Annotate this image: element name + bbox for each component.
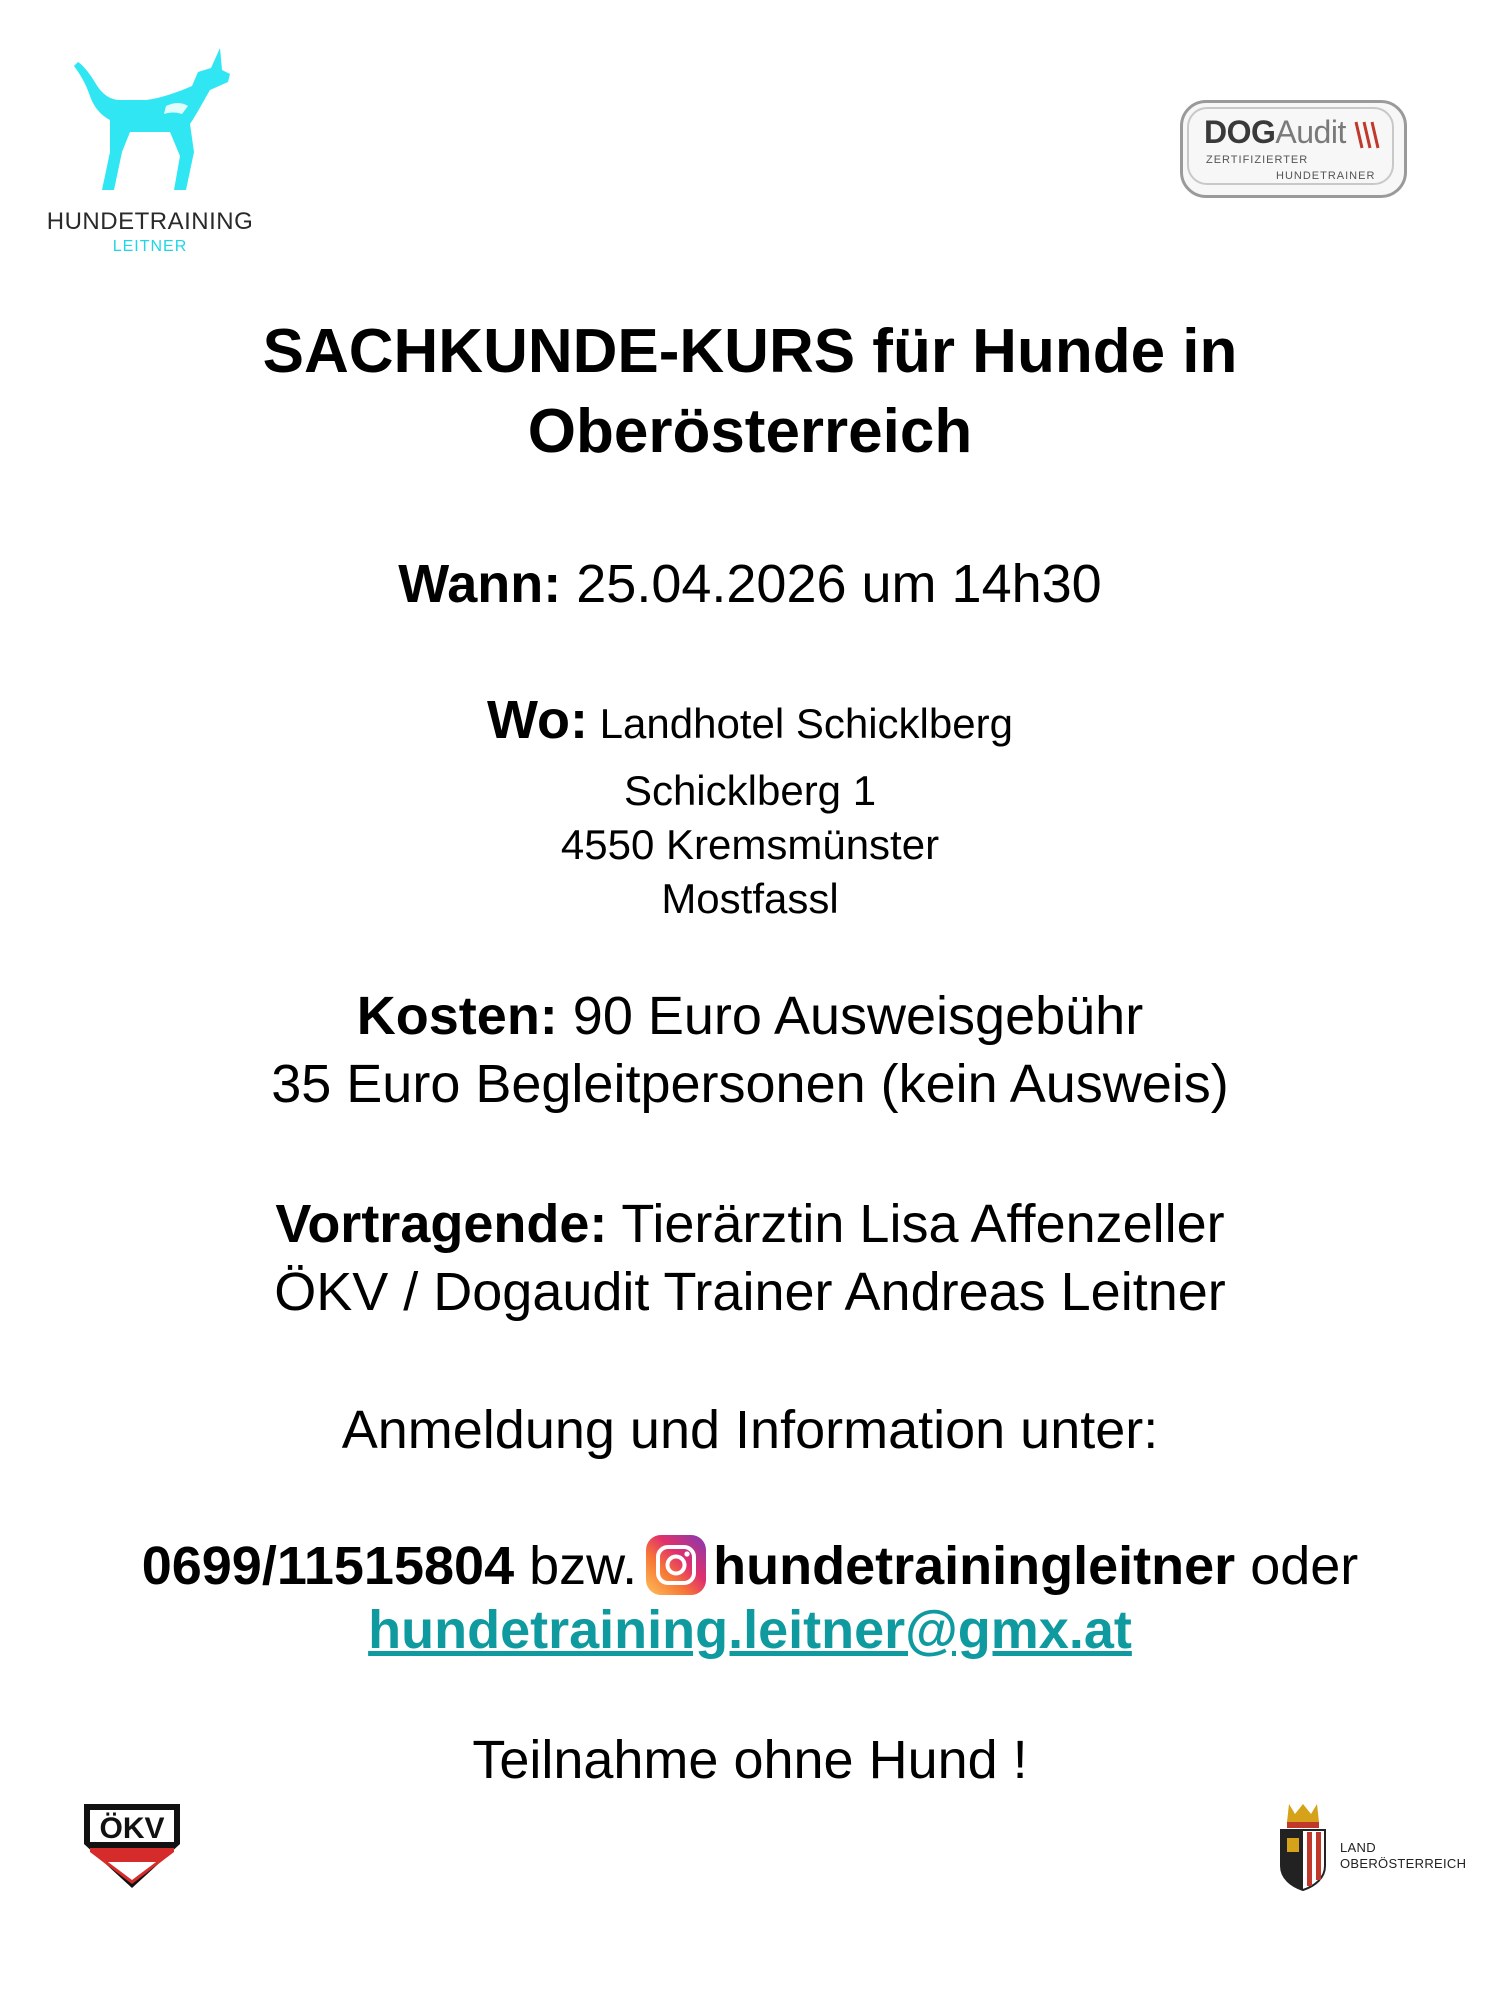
oder-text: oder: [1235, 1536, 1359, 1596]
kosten-value2: 35 Euro Begleitpersonen (kein Ausweis): [271, 1054, 1229, 1114]
vortragende-value1: Tierärztin Lisa Affenzeller: [607, 1194, 1225, 1254]
brand-dog: DOG: [1204, 114, 1276, 150]
okv-shield-icon: [80, 1800, 184, 1892]
land-text: [1340, 1840, 1466, 1872]
dogaudit-brand: [1204, 114, 1346, 151]
wann-value: 25.04.2026 um 14h30: [561, 554, 1102, 614]
contact-line: [0, 1534, 1500, 1596]
wo-label: Wo:: [487, 690, 588, 750]
badge-line1: ZERTIFIZIERTER: [1206, 154, 1309, 166]
vortragende-label: Vortragende:: [275, 1194, 608, 1254]
logo-subname: LEITNER: [112, 238, 188, 255]
okv-logo: [80, 1800, 184, 1892]
wo-value4: Mostfassl: [661, 875, 839, 922]
footer-note: Teilnahme ohne Hund !: [472, 1730, 1028, 1790]
vortragende-value2: ÖKV / Dogaudit Trainer Andreas Leitner: [274, 1262, 1226, 1322]
coat-of-arms-icon: [1277, 1800, 1329, 1892]
wann-label: Wann:: [398, 554, 562, 614]
kosten-value1: 90 Euro Ausweisgebühr: [557, 986, 1144, 1046]
wo-value2: Schicklberg 1: [623, 767, 877, 814]
kosten-line1: [0, 986, 1500, 1046]
brand-audit: Audit: [1275, 114, 1346, 150]
wo-value3: 4550 Kremsmünster: [560, 821, 940, 868]
vortragende-block: [0, 1194, 1500, 1322]
email-line: [0, 1598, 1500, 1676]
land-oberoesterreich-logo: [1277, 1800, 1477, 1896]
land-line1: LAND: [1340, 1840, 1376, 1855]
dogaudit-badge: [1180, 100, 1405, 196]
wo-value1: Landhotel Schicklberg: [588, 700, 1013, 747]
bzw-text: bzw.: [514, 1536, 638, 1596]
kosten-label: Kosten:: [356, 986, 558, 1046]
dog-icon: [70, 40, 240, 200]
vortragende-line1: [0, 1194, 1500, 1254]
instagram-icon[interactable]: [645, 1534, 707, 1596]
instagram-handle[interactable]: hundetrainingleitner: [713, 1536, 1236, 1596]
email-link[interactable]: hundetraining.leitner@gmx.at: [368, 1600, 1132, 1660]
title-line1: SACHKUNDE-KURS für Hunde in: [262, 317, 1238, 386]
logo-name: HUNDETRAINING: [46, 208, 254, 235]
kosten-block: [0, 986, 1500, 1114]
title-line2: Oberösterreich: [527, 397, 973, 466]
anmeldung-line: Anmeldung und Information unter:: [341, 1400, 1159, 1460]
wo-line1: [0, 690, 1500, 764]
wann-line: [0, 554, 1500, 614]
badge-line2: HUNDETRAINER: [1276, 170, 1376, 182]
hundetraining-leitner-logo: [30, 40, 270, 270]
phone-number[interactable]: 0699/11515804: [141, 1536, 515, 1596]
wo-block: [0, 690, 1500, 926]
page-title: [0, 312, 1500, 472]
red-stripes-icon: [1354, 120, 1380, 150]
okv-text: ÖKV: [99, 1812, 165, 1845]
land-line2: OBERÖSTERREICH: [1340, 1856, 1467, 1871]
